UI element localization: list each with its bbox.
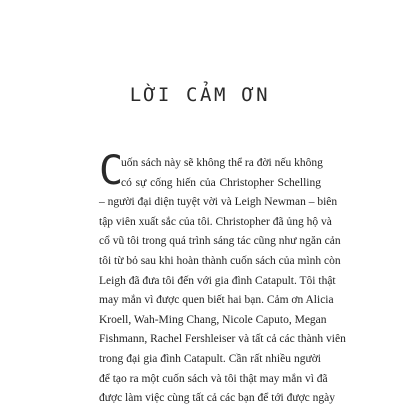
paragraph-line: có sự cống hiến của Christopher Schelling	[121, 176, 321, 189]
paragraph-line: Leigh đã đưa tôi đến với gia đình Catapult. Tôi thật	[99, 274, 336, 287]
paragraph-line: được làm việc cùng tất cả các bạn để tới được ngày	[99, 392, 336, 405]
acknowledgements-paragraph	[99, 154, 346, 409]
paragraph-line: – người đại diện tuyệt vời và Leigh Newman – biên	[99, 196, 338, 209]
paragraph-line: tập viên xuất sắc của tôi. Christopher đã ủng hộ và	[99, 215, 332, 228]
paragraph-line: Kroell, Wah-Ming Chang, Nicole Caputo, Megan	[99, 313, 327, 326]
paragraph-line: uốn sách này sẽ không thể ra đời nếu không	[121, 157, 323, 169]
paragraph-line: may mắn vì được quen biết hai bạn. Cảm ơn Alicia	[99, 294, 334, 307]
paragraph-line: Fishmann, Rachel Fershleiser và tất cả các thành viên	[99, 333, 346, 346]
paragraph-line: trong đại gia đình Catapult. Cần rất nhiều người	[99, 352, 321, 365]
paragraph-line: tôi từ bỏ sau khi hoàn thành cuốn sách của mình còn	[99, 254, 341, 267]
paragraph-line: cổ vũ tôi trong quá trình sáng tác cũng như ngăn cản	[99, 235, 341, 248]
page-title: LỜI CẢM ƠN	[129, 84, 271, 106]
paragraph-line: để tạo ra một cuốn sách và tôi thật may mắn vì đã	[99, 372, 328, 385]
drop-cap: C	[99, 148, 124, 194]
